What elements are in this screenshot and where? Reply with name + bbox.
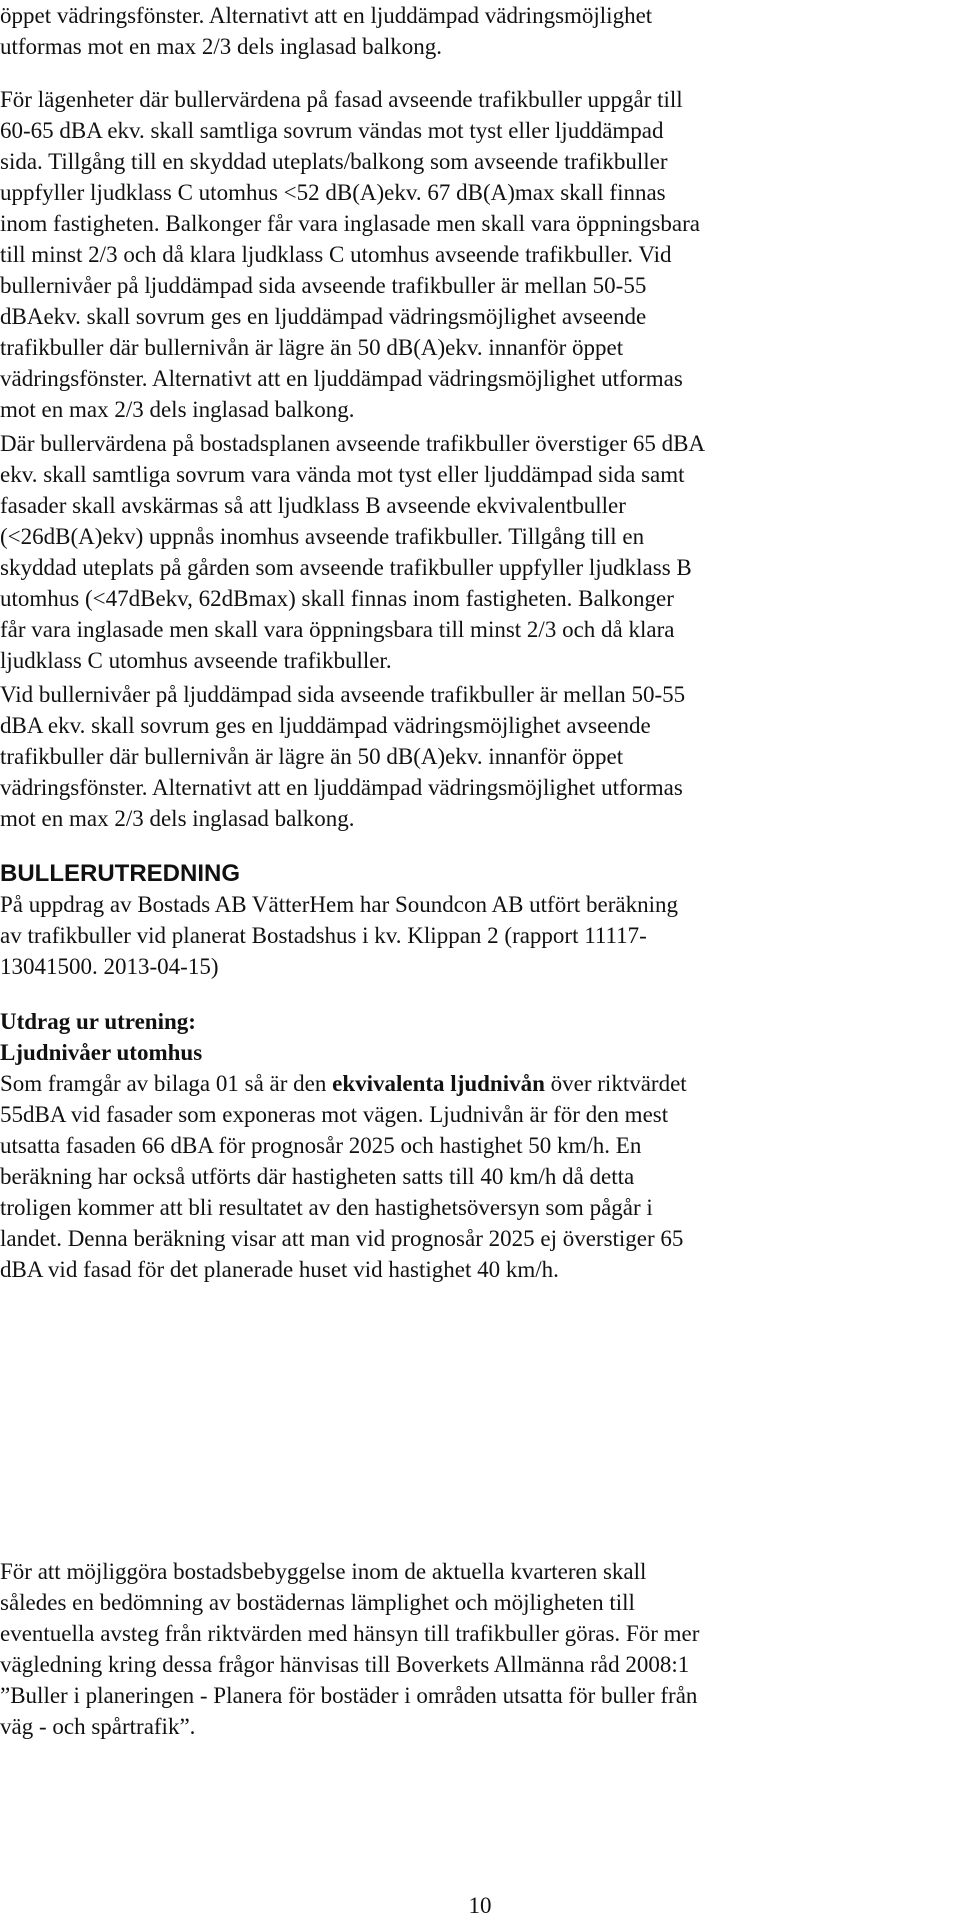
paragraph-quiet-side (0, 679, 960, 834)
text-line: vädringsfönster. Alternativt att en ljuddämpad vädringsmöjlighet utformas (0, 775, 683, 800)
text-line: vädringsfönster. Alternativt att en ljuddämpad vädringsmöjlighet utformas (0, 366, 683, 391)
text-line: får vara inglasade men skall vara öppningsbara till minst 2/3 och då klara (0, 617, 675, 642)
text-line: dBA ekv. skall sovrum ges en ljuddämpad vädringsmöjlighet avseende (0, 713, 651, 738)
text-line: av trafikbuller vid planerat Bostadshus i kv. Klippan 2 (rapport 11117- (0, 923, 647, 948)
text-line: dBA vid fasad för det planerade huset vid hastighet 40 km/h. (0, 1257, 559, 1282)
text-line: På uppdrag av Bostads AB VätterHem har Soundcon AB utfört beräkning (0, 892, 678, 917)
text-line: trafikbuller där bullernivån är lägre än 50 dB(A)ekv. innanför öppet (0, 335, 624, 360)
text-line: trafikbuller där bullernivån är lägre än 50 dB(A)ekv. innanför öppet (0, 744, 624, 769)
text-line: utsatta fasaden 66 dBA för prognosår 2025 och hastighet 50 km/h. En (0, 1133, 642, 1158)
paragraph-over-65-dba (0, 428, 960, 676)
text-line: (<26dB(A)ekv) uppnås inomhus avseende trafikbuller. Tillgång till en (0, 524, 645, 549)
text-line: sida. Tillgång till en skyddad uteplats/balkong som avseende trafikbuller (0, 149, 668, 174)
text-line: beräkning har också utförts där hastigheten satts till 40 km/h då detta (0, 1164, 635, 1189)
text-fragment: över riktvärdet (544, 1071, 687, 1096)
page-number: 10 (468, 1893, 492, 1918)
text-line: ljudklass C utomhus avseende trafikbuller. (0, 648, 392, 673)
text-line: öppet vädringsfönster. Alternativt att en ljuddämpad vädringsmöjlighet (0, 3, 653, 28)
text-line: utformas mot en max 2/3 dels inglasad balkong. (0, 34, 443, 59)
text-line: skyddad uteplats på gården som avseende trafikbuller uppfyller ljudklass B (0, 555, 692, 580)
text-line: således en bedömning av bostädernas lämplighet och möjligheten till (0, 1590, 635, 1615)
subheading-excerpt: Utdrag ur utrening: (0, 1009, 196, 1034)
text-line: 60-65 dBA ekv. skall samtliga sovrum vändas mot tyst eller ljuddämpad (0, 118, 664, 143)
bold-term: ekvivalenta ljudnivån (332, 1071, 545, 1096)
excerpt-section (0, 1006, 960, 1285)
text-line: ”Buller i planeringen - Planera för bostäder i områden utsatta för buller från (0, 1683, 698, 1708)
text-line: Där bullervärdena på bostadsplanen avseende trafikbuller överstiger 65 dBA (0, 431, 706, 456)
text-line: För lägenheter där bullervärdena på fasad avseende trafikbuller uppgår till (0, 87, 683, 112)
subheading-outdoor-levels: Ljudnivåer utomhus (0, 1040, 203, 1065)
paragraph-assignment (0, 889, 960, 982)
text-line: inom fastigheten. Balkonger får vara inglasade men skall vara öppningsbara (0, 211, 700, 236)
text-fragment: Som framgår av bilaga 01 så är den (0, 1071, 333, 1096)
paragraph-60-65-dba (0, 84, 960, 425)
text-line: dBAekv. skall sovrum ges en ljuddämpad vädringsmöjlighet avseende (0, 304, 647, 329)
text-line: uppfyller ljudklass C utomhus <52 dB(A)ekv. 67 dB(A)max skall finnas (0, 180, 666, 205)
text-line: mot en max 2/3 dels inglasad balkong. (0, 806, 355, 831)
section-heading: BULLERUTREDNING (0, 860, 240, 887)
text-line: För att möjliggöra bostadsbebyggelse inom de aktuella kvarteren skall (0, 1559, 647, 1584)
text-line: till minst 2/3 och då klara ljudklass C utomhus avseende trafikbuller. Vid (0, 242, 672, 267)
text-line: landet. Denna beräkning visar att man vid prognosår 2025 ej överstiger 65 (0, 1226, 684, 1251)
text-line: fasader skall avskärmas så att ljudklass B avseende ekvivalentbuller (0, 493, 626, 518)
text-line (0, 1068, 960, 1099)
paragraph-window-ventilation (0, 0, 960, 62)
text-line: troligen kommer att bli resultatet av den hastighetsöversyn som pågår i (0, 1195, 653, 1220)
text-line: bullernivåer på ljuddämpad sida avseende trafikbuller är mellan 50-55 (0, 273, 647, 298)
text-line: 13041500. 2013-04-15) (0, 954, 219, 979)
text-line: ekv. skall samtliga sovrum vara vända mot tyst eller ljuddämpad sida samt (0, 462, 685, 487)
text-line: vägledning kring dessa frågor hänvisas till Boverkets Allmänna råd 2008:1 (0, 1652, 690, 1677)
text-line: Vid bullernivåer på ljuddämpad sida avseende trafikbuller är mellan 50-55 (0, 682, 686, 707)
text-line: 55dBA vid fasader som exponeras mot vägen. Ljudnivån är för den mest (0, 1102, 669, 1127)
text-line: utomhus (<47dBekv, 62dBmax) skall finnas inom fastigheten. Balkonger (0, 586, 674, 611)
text-line: mot en max 2/3 dels inglasad balkong. (0, 397, 355, 422)
paragraph-assessment (0, 1556, 960, 1742)
text-line: väg - och spårtrafik”. (0, 1714, 196, 1739)
text-line: eventuella avsteg från riktvärden med hänsyn till trafikbuller göras. För mer (0, 1621, 700, 1646)
